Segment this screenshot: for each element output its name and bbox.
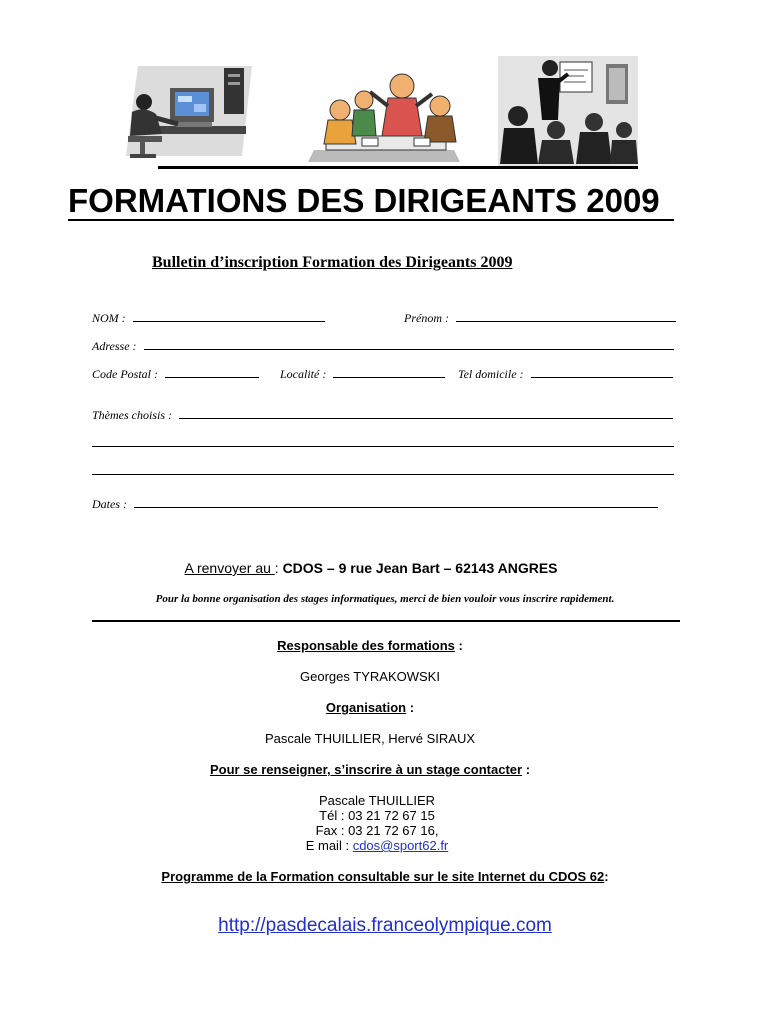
themes-field[interactable]	[92, 408, 673, 423]
programme-colon: :	[604, 869, 609, 884]
contact-heading	[0, 762, 740, 777]
page-title: FORMATIONS DES DIRIGEANTS 2009	[68, 182, 660, 219]
themes-blank-line-2[interactable]	[92, 437, 674, 447]
email-link[interactable]: cdos@sport62.fr	[352, 838, 449, 853]
presentation-clipart	[498, 56, 638, 166]
themes-blank-line-3[interactable]	[92, 465, 674, 475]
contact-name: Pascale THUILLIER	[318, 793, 436, 808]
programme-text: Programme de la Formation consultable sur le site Internet du CDOS 62	[161, 869, 605, 884]
themes-label: Thèmes choisis :	[92, 408, 172, 422]
return-prefix: A renvoyer au	[184, 560, 275, 576]
localite-blank[interactable]	[333, 368, 445, 378]
contact-fax: Fax : 03 21 72 67 16,	[315, 823, 439, 838]
organisation-names: Pascale THUILLIER, Hervé SIRAUX	[265, 731, 475, 746]
section-divider	[92, 620, 680, 622]
dates-label: Dates :	[92, 497, 127, 511]
adresse-blank[interactable]	[144, 340, 674, 350]
return-address	[0, 560, 742, 576]
prenom-label: Prénom :	[404, 311, 449, 325]
responsable-name: Georges TYRAKOWSKI	[300, 669, 440, 684]
responsable-heading	[0, 638, 740, 653]
dates-field[interactable]	[92, 497, 658, 512]
nom-field[interactable]	[92, 311, 325, 326]
organisation-heading	[0, 700, 740, 715]
adresse-label: Adresse :	[92, 339, 137, 353]
prenom-field[interactable]	[404, 311, 676, 326]
localite-field[interactable]	[280, 367, 445, 382]
tel-domicile-blank[interactable]	[531, 368, 673, 378]
title-underline	[68, 219, 674, 221]
code-postal-field[interactable]	[92, 367, 259, 382]
dates-blank[interactable]	[134, 498, 658, 508]
prenom-blank[interactable]	[456, 312, 676, 322]
form-subtitle: Bulletin d’inscription Formation des Dirigeants 2009	[152, 254, 513, 271]
code-postal-blank[interactable]	[165, 368, 259, 378]
code-postal-label: Code Postal :	[92, 367, 158, 381]
organisation-label: Organisation	[325, 700, 407, 715]
tel-domicile-field[interactable]	[458, 367, 673, 382]
organisation-colon: :	[406, 700, 415, 715]
return-address-value: CDOS – 9 rue Jean Bart – 62143 ANGRES	[282, 560, 558, 576]
return-colon: :	[274, 560, 279, 576]
programme-line	[0, 869, 770, 884]
responsable-label: Responsable des formations	[277, 638, 455, 653]
contact-label: Pour se renseigner, s’inscrire à un stage contacter	[209, 762, 523, 777]
registration-note: Pour la bonne organisation des stages informatiques, merci de bien vouloir vous inscrire rapidement.	[155, 593, 615, 605]
meeting-clipart	[304, 66, 468, 164]
localite-label: Localité :	[280, 367, 327, 381]
tel-domicile-label: Tel domicile :	[458, 367, 524, 381]
contact-email-line	[0, 838, 754, 853]
nom-label: NOM :	[92, 311, 126, 325]
nom-blank[interactable]	[133, 312, 325, 322]
responsable-colon: :	[454, 638, 463, 653]
website-link[interactable]: http://pasdecalais.franceolympique.com	[218, 915, 552, 936]
contact-tel: Tél : 03 21 72 67 15	[319, 808, 435, 823]
themes-blank[interactable]	[179, 409, 673, 419]
computer-user-clipart	[120, 60, 260, 164]
header-divider	[158, 166, 638, 169]
adresse-field[interactable]	[92, 339, 674, 354]
email-prefix: E mail :	[305, 838, 353, 853]
contact-colon: :	[522, 762, 531, 777]
